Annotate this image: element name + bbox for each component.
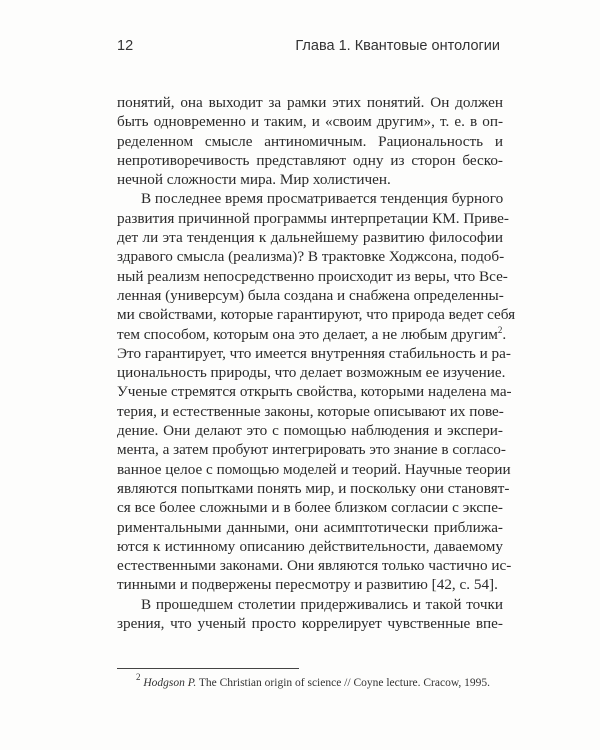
text-line [117,402,503,421]
text-line [117,537,503,556]
text-line-content: В последнее время просматривается тенденция бурного [141,190,504,208]
footnote-marker: 2 [136,672,141,682]
text-line [117,498,503,517]
text-line [117,479,510,498]
text-line-content: циональность природы, что делает возможным ее изучение. [117,364,506,382]
text-line [117,595,503,614]
footnote-separator [117,668,299,669]
text-line [117,363,506,382]
text-line-content: дение. Они делают это с помощью наблюдения и экспери- [117,422,503,440]
text-line-content: естественными законами. Они являются только частично ис- [117,557,512,575]
footnote [136,672,491,689]
page-number: 12 [117,38,134,54]
text-line [117,286,503,305]
text-line-content: ся все более сложными и в более близком согласии с экспе- [117,499,503,517]
text-line-content: ми свойствами, которые гарантируют, что природа ведет себя [117,306,516,324]
text-line-content: ленная (универсум) была создана и снабжена определенны- [117,286,504,304]
text-line-content: нечной сложности мира. Мир холистичен. [117,171,391,189]
text-line-content: тем способом, которым она это делает, а не любым другим [117,325,498,343]
text-line-content: зрения, что ученый просто коррелирует чувственные впе- [117,615,503,633]
footnote-reference: 2 [497,324,503,335]
text-line [117,228,503,247]
footnote-author: Hodgson P. [143,677,197,689]
text-line [117,421,503,440]
text-line [117,170,503,189]
text-line [117,460,511,479]
text-line [117,305,516,324]
text-line [117,440,506,459]
text-line [117,518,503,537]
text-line-content: ный реализм непосредственно происходит из веры, что Все- [117,267,508,285]
text-line-content: терия, и естественные законы, которые описывают их пове- [117,402,504,420]
text-line-content: непротиворечивость представляют одну из сторон беско- [117,151,503,169]
text-line-content: развития причинной программы интерпретации КМ. Приве- [117,209,509,227]
text-line-content: ределенном смысле антиномичным. Рациональность и [117,132,503,150]
text-line [117,112,503,131]
text-line [117,132,503,151]
body-text [117,93,516,633]
text-line-content: ванное целое с помощью моделей и теорий. Научные теории [117,460,511,478]
text-line-content: быть одновременно и таким, и «своим другим», т. е. в оп- [117,113,503,131]
footnote-text: The Christian origin of science // Coyne lecture. Cracow, 1995. [196,677,491,689]
text-line [117,267,508,286]
text-line-content: Это гарантирует, что имеется внутренняя стабильность и ра- [117,344,511,362]
text-line [117,93,503,112]
text-line [117,247,503,266]
text-line-content: В прошедшем столетии придерживались и такой точки [141,595,503,613]
text-line [117,614,503,633]
text-line [117,382,512,401]
text-line-content: являются попытками понять мир, и поскольку они становят- [117,479,510,497]
text-line-content: ются к истинному описанию действительности, даваемому [117,537,503,555]
text-line [117,209,509,228]
text-line-content: риментальными данными, они асимптотически приближа- [117,518,503,536]
text-line-content: тинными и подвержены пересмотру и развитию [42, с. 54]. [117,576,498,594]
text-line [117,151,503,170]
running-header-chapter-title: Глава 1. Квантовые онтологии [295,38,500,54]
text-line-content: дет ли эта тенденция к дальнейшему развитию философии [117,229,503,247]
text-line-content: здравого смысла (реализма)? В трактовке Ходжсона, подоб- [117,248,505,266]
text-line [117,556,512,575]
text-line [117,575,503,594]
text-line [117,324,507,344]
text-line-punctuation: . [502,325,507,343]
text-line [117,344,511,363]
text-line-content: понятий, она выходит за рамки этих понятий. Он должен [117,94,503,111]
text-line [117,189,503,208]
text-line-content: мента, а затем пробуют интегрировать это знание в согласо- [117,441,506,459]
text-line-content: Ученые стремятся открыть свойства, которыми наделена ма- [117,383,512,401]
